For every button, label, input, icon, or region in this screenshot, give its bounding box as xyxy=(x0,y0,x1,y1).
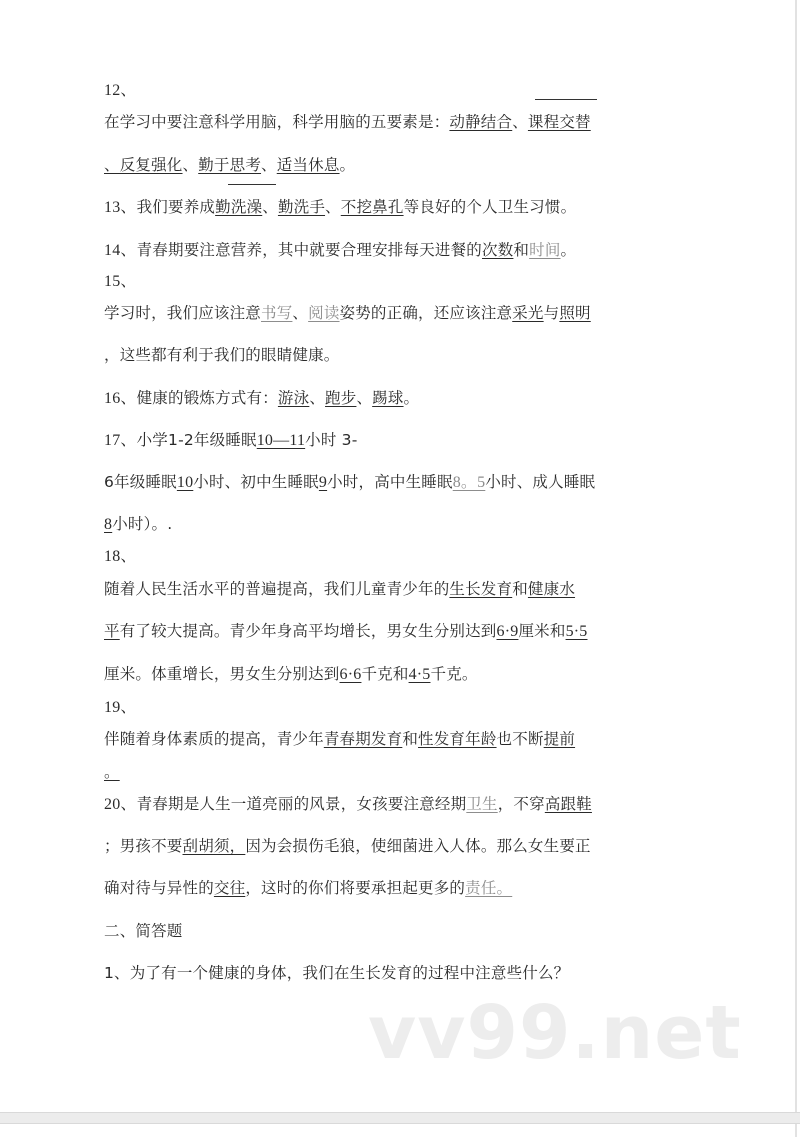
answer: 勤洗澡 xyxy=(215,198,263,216)
answer-blank-line xyxy=(535,99,597,100)
answer: 游泳 xyxy=(277,389,310,407)
question-18-line1: 随着人民生活水平的普遍提高，我们儿童青少年的生长发育和健康水 xyxy=(104,580,576,598)
question-12-number: 12、 xyxy=(104,82,137,99)
question-19-line2: 。 xyxy=(104,763,120,781)
question-17-line1: 17、小学1-2年级睡眠10—11小时 3- xyxy=(104,431,358,449)
answer: 适当休息 xyxy=(276,156,340,174)
answer: 10—11 xyxy=(256,432,306,449)
question-17-line2: 6年级睡眠10小时、初中生睡眠9小时，高中生睡眠8。5小时、成人睡眠 xyxy=(104,473,596,491)
question-20-line3: 确对待与异性的交往，这时的你们将要承担起更多的责任。 xyxy=(104,879,513,897)
answer: 6·9 xyxy=(496,623,519,640)
answer: 卫生 xyxy=(466,795,498,813)
answer: 6·6 xyxy=(339,666,362,683)
answer: 5·5 xyxy=(565,623,588,640)
answer: 生长发育 xyxy=(449,580,513,598)
watermark: vv99.net xyxy=(368,990,742,1076)
answer: 不挖鼻孔 xyxy=(340,198,404,216)
answer-blank-line xyxy=(228,184,276,185)
answer: 青春期发育 xyxy=(323,730,403,748)
answer: 平 xyxy=(104,622,120,640)
answer: 刮胡须， xyxy=(182,837,246,855)
question-13: 13、我们要养成勤洗澡、勤洗手、不挖鼻孔等良好的个人卫生习惯。 xyxy=(104,198,577,216)
answer: 课程交替 xyxy=(527,113,591,131)
question-18-line2: 平有了较大提高。青少年身高平均增长，男女生分别达到6·9厘米和5·5 xyxy=(104,622,588,640)
answer: 性发育年龄 xyxy=(418,730,497,748)
question-12-line1: 在学习中要注意科学用脑，科学用脑的五要素是：动静结合、课程交替 xyxy=(104,113,591,131)
answer: 、反复强化 xyxy=(104,156,183,174)
answer: 阅读 xyxy=(308,304,340,322)
answer: 交往 xyxy=(213,879,246,897)
question-18-number: 18、 xyxy=(104,548,137,565)
short-answer-question-1: 1、为了有一个健康的身体，我们在生长发育的过程中注意些什么？ xyxy=(104,964,570,982)
page-separator xyxy=(0,1112,800,1124)
question-16: 16、健康的锻炼方式有：游泳、跑步、踢球。 xyxy=(104,389,420,407)
answer: 8 xyxy=(104,516,113,533)
question-15-line2: ，这些都有利于我们的眼睛健康。 xyxy=(104,346,340,364)
question-20-line2: ；男孩不要刮胡须，因为会损伤毛狼，使细菌进入人体。那么女生要正 xyxy=(104,837,591,855)
answer: 责任。 xyxy=(465,879,513,897)
section-heading: 二、简答题 xyxy=(104,922,183,940)
answer: 照明 xyxy=(559,304,591,322)
question-20-line1: 20、青春期是人生一道亮丽的风景，女孩要注意经期卫生，不穿高跟鞋 xyxy=(104,795,592,813)
question-19-line1: 伴随着身体素质的提高，青少年青春期发育和性发育年龄也不断提前 xyxy=(104,730,576,748)
answer: 提前 xyxy=(543,730,576,748)
answer: 高跟鞋 xyxy=(544,795,592,813)
answer: 跑步 xyxy=(325,389,357,407)
answer: 9 xyxy=(318,474,328,491)
answer: 动静结合 xyxy=(449,113,513,131)
answer: 健康水 xyxy=(527,580,576,598)
answer: 次数 xyxy=(482,241,514,259)
answer: 8。5 xyxy=(452,474,486,491)
answer: 书写 xyxy=(261,304,293,322)
question-15-line1: 学习时，我们应该注意书写、阅读姿势的正确，还应该注意采光与照明 xyxy=(104,304,591,322)
answer: 10 xyxy=(176,474,194,491)
answer: 4·5 xyxy=(408,666,431,683)
question-18-line3: 厘米。体重增长，男女生分别达到6·6千克和4·5千克。 xyxy=(104,665,478,683)
answer: 时间 xyxy=(529,241,561,259)
question-12-line2: 、反复强化、勤于思考、适当休息。 xyxy=(104,156,356,174)
question-19-number: 19、 xyxy=(104,699,137,716)
next-page-top xyxy=(0,1124,797,1137)
answer: 踢球 xyxy=(372,389,404,407)
answer: 采光 xyxy=(512,304,544,322)
answer: 勤于思考 xyxy=(198,156,262,174)
question-14: 14、青春期要注意营养，其中就要合理安排每天进餐的次数和时间。 xyxy=(104,241,577,259)
question-15-number: 15、 xyxy=(104,273,137,290)
question-17-line3: 8小时）。. xyxy=(104,515,173,533)
answer: 勤洗手 xyxy=(277,198,326,216)
